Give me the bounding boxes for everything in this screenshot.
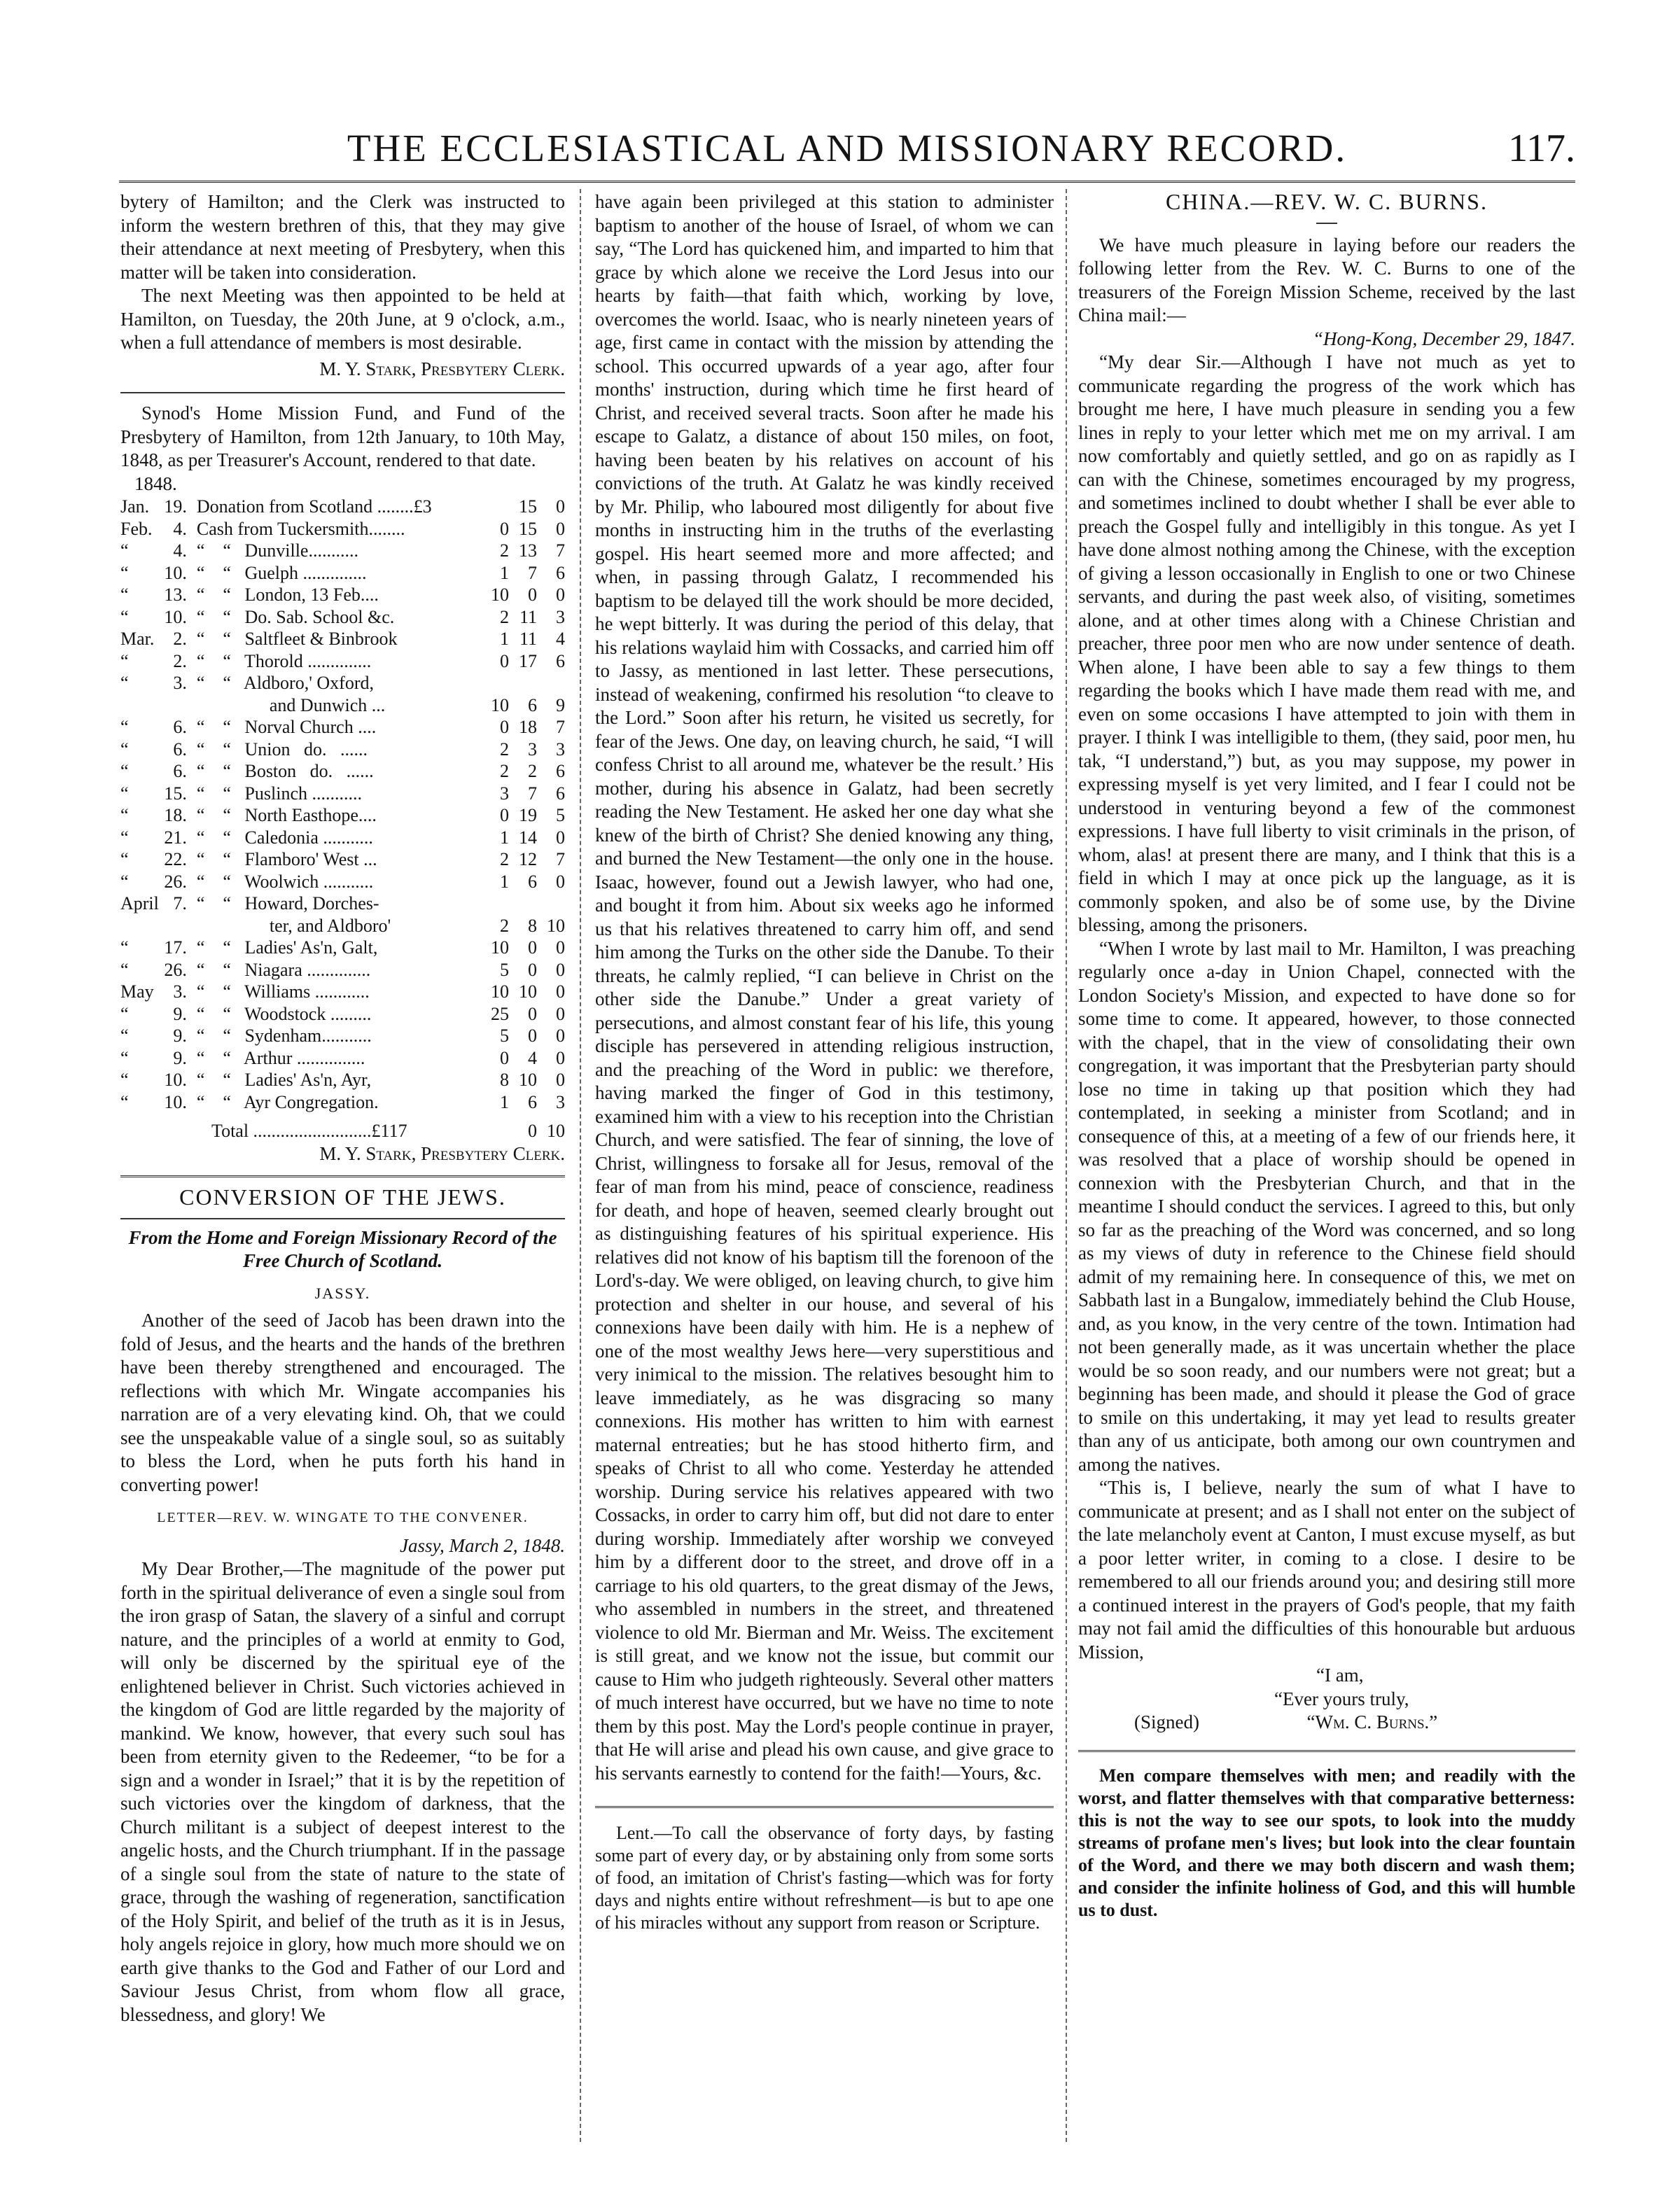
conversion-source: From the Home and Foreign Missionary Record of the Free Church of Scotland. <box>128 1226 557 1271</box>
column-divider-1 <box>580 189 581 2142</box>
account-shillings: 6 <box>528 1091 537 1112</box>
account-month: “ <box>120 761 129 781</box>
account-shillings: 10 <box>519 981 537 1002</box>
account-row <box>120 804 565 827</box>
account-pence: 10 <box>547 915 565 936</box>
account-pounds: 2 <box>500 540 509 561</box>
china-title: CHINA.—REV. W. C. BURNS. <box>1166 189 1488 214</box>
account-pence: 3 <box>556 738 565 760</box>
account-day: 2. <box>173 629 187 649</box>
presbytery-text: bytery of Hamilton; and the Clerk was instructed to inform the western brethren of this, that they may give their attendance at next meeting of Presbytery, when this matter will be taken into consideration. <box>120 191 565 283</box>
meeting-notice: The next Meeting was then appointed to be held at Hamilton, on Tuesday, the 20th June, at 9 o'clock, a.m., when a full attendance of members is most desirable. <box>120 285 565 353</box>
account-shillings: 0 <box>528 1003 537 1024</box>
account-shillings: 2 <box>528 761 537 781</box>
account-pounds: 0 <box>500 805 509 825</box>
account-row <box>120 981 565 1003</box>
account-pence: 9 <box>556 694 565 715</box>
account-shillings: 10 <box>519 1070 537 1090</box>
account-row <box>120 1091 565 1114</box>
account-pounds <box>470 496 509 518</box>
account-month: “ <box>120 1026 129 1046</box>
account-row <box>120 672 565 694</box>
account-row <box>120 1069 565 1091</box>
closing-line-2: “Ever yours truly, <box>1274 1688 1409 1709</box>
account-month: “ <box>120 871 129 892</box>
account-month: “ <box>120 783 129 804</box>
account-row <box>120 760 565 783</box>
account-shillings: 15 <box>519 518 537 539</box>
account-shillings <box>509 892 537 915</box>
account-description: “ “ London, 13 Feb.... <box>196 584 379 605</box>
account-month: April <box>120 893 159 913</box>
account-month: “ <box>120 1070 129 1090</box>
account-description: “ “ Williams ............ <box>196 981 370 1002</box>
account-description: “ “ Aldboro,' Oxford, <box>196 673 374 693</box>
account-pounds: 2 <box>500 849 509 869</box>
column-2 <box>595 190 1054 1934</box>
title-dash <box>1316 223 1337 224</box>
account-pence: 0 <box>556 871 565 892</box>
account-month <box>120 694 159 717</box>
account-month: “ <box>120 827 129 848</box>
account-year: 1848. <box>134 472 177 494</box>
header-rule <box>119 181 1575 183</box>
account-day: 9. <box>173 1047 187 1068</box>
account-shillings: 11 <box>519 606 537 627</box>
account-row <box>120 1025 565 1047</box>
burns-paragraph-2: “When I wrote by last mail to Mr. Hamilton, I was preaching regularly once a-day in Union Chapel, connected with the London Society's Mission, and expected to have done so for some time to come. It appeared, however, to those connected with the chapel, that in the view of consolidating their own congregation, it was important that the Presbyterian party should lose no time in taking up that position which they had contemplated, in seeking a minister from Scotland; and in consequence of this, at a meeting of a few of our friends here, it was resolved that a place of worship should be opened in connexion with the Presbyterian Church, and that in the meantime I should conduct the services. I agreed to this, but only so far as the preaching of the Word was concerned, and so long as my views of duty in reference to the Chinese field should admit of my remaining here. In consequence of this, we met on Sabbath last in a Bungalow, immediately behind the Club House, and, as you know, in the very centre of the town. Intimation had not been generally made, as it was uncertain whether the place would be so soon ready, and our numbers were not great; but a beginning has been made, and should it please the God of grace to smile on this undertaking, it may yet lead to results greater than any of us anticipate, both among our own countrymen and among the natives. <box>1078 937 1575 1475</box>
account-day <box>159 915 197 937</box>
account-description: “ “ Dunville........... <box>196 540 358 561</box>
account-shillings: 4 <box>528 1047 537 1068</box>
account-pounds: 1 <box>500 629 509 649</box>
account-month: “ <box>120 1047 129 1068</box>
account-shillings: 3 <box>528 738 537 760</box>
account-month: Feb. <box>120 518 153 539</box>
account-pence: 0 <box>556 1047 565 1068</box>
maxim-rule <box>1078 1750 1575 1752</box>
account-shillings: 0 <box>528 937 537 958</box>
account-day: 18. <box>164 805 187 825</box>
account-description: “ “ Guelph .............. <box>196 562 367 583</box>
burns-paragraph-3: “This is, I believe, nearly the sum of what I have to communicate at present; and as I shall not enter on the subject of the late melancholy event at Canton, I must excuse myself, as but a poor letter writer, in coming to a close. I desire to be remembered to all our friends around you; and desiring still more a continued interest in the prayers of God's people, that my faith may not fail amid the difficulties of this honourable but arduous Mission, <box>1078 1477 1575 1662</box>
account-pounds: 5 <box>500 1026 509 1046</box>
journal-title: THE ECCLESIASTICAL AND MISSIONARY RECORD. <box>347 127 1348 169</box>
account-month: “ <box>120 805 129 825</box>
account-row <box>120 959 565 981</box>
account-month: “ <box>120 606 129 627</box>
account-day: 10. <box>164 562 187 583</box>
account-description: “ “ Ayr Congregation. <box>196 1091 379 1112</box>
account-pounds: 10 <box>491 937 509 958</box>
account-pounds: 1 <box>500 1091 509 1112</box>
account-shillings: 15 <box>519 496 537 517</box>
account-day: 17. <box>164 937 187 958</box>
clerk-signature-2: M. Y. Stark, Presbytery Clerk. <box>319 1142 565 1164</box>
account-description: “ “ Norval Church .... <box>196 717 377 737</box>
account-pounds: 8 <box>500 1070 509 1090</box>
account-day: 9. <box>173 1026 187 1046</box>
account-month: “ <box>120 849 129 869</box>
account-day: 10. <box>164 1070 187 1090</box>
account-description: “ “ Boston do. ...... <box>196 761 374 781</box>
total-shillings: 0 <box>528 1121 537 1141</box>
column-3 <box>1078 190 1575 1921</box>
account-day: 19. <box>164 496 187 517</box>
account-day: 13. <box>164 584 187 605</box>
account-row <box>120 937 565 959</box>
account-description: and Dunwich ... <box>196 694 386 715</box>
account-pounds: 0 <box>500 518 509 539</box>
account-month: “ <box>120 1091 129 1112</box>
account-description: “ “ Thorold .............. <box>196 650 372 671</box>
account-total <box>120 1120 565 1142</box>
conversion-title: CONVERSION OF THE JEWS. <box>179 1184 506 1210</box>
account-day: 3. <box>173 981 187 1002</box>
account-day <box>159 694 197 717</box>
account-month: “ <box>120 562 129 583</box>
account-pence <box>537 672 565 694</box>
account-pounds: 2 <box>500 915 509 936</box>
account-month: “ <box>120 738 129 760</box>
account-day: 3. <box>173 673 187 693</box>
account-description: “ “ Sydenham........... <box>196 1026 372 1046</box>
account-shillings: 7 <box>528 562 537 583</box>
account-shillings: 8 <box>528 915 537 936</box>
section-rule <box>120 392 565 393</box>
jassy-paragraph: Another of the seed of Jacob has been drawn into the fold of Jesus, and the hearts and the hands of the brethren have been thereby strengthened and encouraged. The reflections with which Mr. Wingate accompanies his narration are of a very elevating kind. Oh, that we could see the unspeakable value of a single soul, so as suitably to bless the Lord, when he puts forth his hand in converting power! <box>120 1310 565 1495</box>
account-row <box>120 892 565 915</box>
lent-paragraph: Lent.—To call the observance of forty days, by fasting some part of every day, or by abstaining only from some sorts of food, an imitation of Christ's fasting—which was for forty days and nights entire without refreshment—is but to ape one of his miracles without any support from reason or Scripture. <box>595 1823 1054 1933</box>
account-pence: 4 <box>556 629 565 649</box>
account-pounds: 1 <box>500 871 509 892</box>
account-pounds: 25 <box>491 1003 509 1024</box>
account-table <box>120 496 565 1113</box>
account-pence: 0 <box>556 518 565 539</box>
account-month: “ <box>120 650 129 671</box>
section-rule-3 <box>120 1218 565 1219</box>
account-pounds: 3 <box>500 783 509 804</box>
account-description: “ “ Ladies' As'n, Galt, <box>196 937 378 958</box>
account-description: Cash from Tuckersmith........ <box>196 518 405 539</box>
account-shillings: 18 <box>519 717 537 737</box>
account-pence: 6 <box>556 783 565 804</box>
letter-heading: LETTER—REV. W. WINGATE TO THE CONVENER. <box>157 1510 529 1525</box>
account-pounds: 0 <box>500 1047 509 1068</box>
baptism-narrative: have again been privileged at this station to administer baptism to another of the house of Israel, of whom we can say, “The Lord has quickened him, and imparted to him that grace by which alone we receive the Lord Jesus into our hearts by faith—that faith which, working by love, overcomes the world. Isaac, who is nearly nineteen years of age, first came in contact with the mission by attending the school. This occurred upwards of a year ago, after four months' instruction, during which time he first heard of Christ, and received several tracts. Soon after he made his escape to Galatz, a distance of about 150 miles, on foot, having been beaten by his relatives on account of his convictions of the truth. At Galatz he was kindly received by Mr. Philip, who laboured most diligently for about five months in instructing him in the truths of the everlasting gospel. His heart seemed more and more affected; and when, in passing through Galatz, I recommended his baptism to be delayed till the work should be more decided, he wept bitterly. It was during the period of this delay, that his relations waylaid him with Cossacks, and carried him off to Jassy, as mentioned in last letter. These persecutions, instead of weakening, confirmed his resolution “to cleave to the Lord.” Soon after his return, he visited us secretly, for fear of the Jews. One day, on leaving church, he said, “I will confess Christ to all around me, whatever be the result.’ His mother, during his absence in Galatz, had been secretly reading the New Testament. He asked her one day what she knew of the birth of Christ? She denied knowing any thing, and burned the New Testament—the only one in the house. Isaac, however, found out a Jewish lawyer, who had one, and bought it from him. About six weeks ago he informed us that his relatives threatened to carry him off, and send him among the Turks on the other side the Danube. To their threats, he calmly replied, “I can believe in Christ on the other side the Danube.” Under a great variety of persecutions, and almost constant fear of his life, this young disciple has persevered in attending religious instruction, and the preaching of the Word in public: we therefore, having marked the finger of God in this testimony, examined him with a view to his reception into the Christian Church, and were satisfied. The fear of sinning, the love of Christ, willingness to forsake all for Jesus, removal of the fear of man from his mind, peace of conscience, readiness for death, and hope of heaven, seemed clearly brought out as distinguishing features of his spiritual experience. His relatives did not know of his baptism till the forenoon of the Lord's-day. We were obliged, on leaving church, to give him protection and shelter in our house, and several of his connexions have been daily with him. He is a nephew of one of the most wealthy Jews here—very superstitious and very inimical to the mission. The relatives besought him to leave immediately, as he was disgracing so many connexions. His mother has written to him with earnest maternal entreaties; but he has stood hitherto firm, and speaks of Christ to all who come. Yesterday he attended worship. During service his relatives appeared with two Cossacks, in order to carry him off, but did not dare to enter during worship. Immediately after worship we conveyed him by a different door to the street, and drove off in a carriage to his old quarters, to the great dismay of the Jews, who assembled in numbers in the street, and threatened violence to old Mr. Bierman and Mr. Weiss. The excitement is still great, and we know not the issue, but commit our cause to Him who judgeth righteously. Several other matters of much interest have occurred, but we have no time to note them by this post. May the Lord's people continue in prayer, that He will arise and plead his own cause, and give grace to his servants earnestly to contend for the faith!—Yours, &c. <box>595 191 1054 1784</box>
account-pounds: 0 <box>500 650 509 671</box>
account-day: 9. <box>173 1003 187 1024</box>
account-day: 10. <box>164 1091 187 1112</box>
account-day: 26. <box>164 871 187 892</box>
account-shillings: 0 <box>528 1026 537 1046</box>
account-row <box>120 848 565 871</box>
account-row <box>120 694 565 717</box>
account-pounds <box>470 672 509 694</box>
account-pence: 0 <box>556 981 565 1002</box>
account-month: Jan. <box>120 496 150 517</box>
account-row <box>120 827 565 849</box>
account-row <box>120 628 565 650</box>
account-row <box>120 1003 565 1026</box>
account-pounds: 10 <box>491 981 509 1002</box>
account-pounds: 1 <box>500 827 509 848</box>
account-pence: 7 <box>556 849 565 869</box>
clerk-signature: M. Y. Stark, Presbytery Clerk. <box>319 358 565 379</box>
column-1 <box>120 190 565 2026</box>
account-day: 10. <box>164 606 187 627</box>
account-shillings: 0 <box>528 959 537 980</box>
china-intro: We have much pleasure in laying before our readers the following letter from the Rev. W. C. Burns to one of the treasurers of the Foreign Mission Scheme, received by the last China mail:— <box>1078 234 1575 326</box>
account-pence: 6 <box>556 650 565 671</box>
account-shillings: 7 <box>528 783 537 804</box>
account-description: ter, and Aldboro' <box>196 915 391 936</box>
account-row <box>120 871 565 893</box>
account-day: 4. <box>173 518 187 539</box>
account-day: 6. <box>173 738 187 760</box>
account-pence: 0 <box>556 496 565 517</box>
account-description: “ “ Flamboro' West ... <box>196 849 377 869</box>
account-pence: 7 <box>556 717 565 737</box>
account-day: 4. <box>173 540 187 561</box>
account-pounds: 1 <box>500 562 509 583</box>
account-shillings <box>509 672 537 694</box>
account-shillings: 6 <box>528 694 537 715</box>
account-shillings: 11 <box>519 629 537 649</box>
account-pence: 3 <box>556 606 565 627</box>
account-month: “ <box>120 1003 129 1024</box>
account-shillings: 12 <box>519 849 537 869</box>
account-month: “ <box>120 959 129 980</box>
closing-line-1: “I am, <box>1316 1665 1364 1686</box>
account-pounds: 2 <box>500 761 509 781</box>
account-month: “ <box>120 584 129 605</box>
account-pence: 6 <box>556 761 565 781</box>
account-day: 2. <box>173 650 187 671</box>
account-pence: 7 <box>556 540 565 561</box>
account-pence <box>537 892 565 915</box>
account-description: “ “ Union do. ...... <box>196 738 368 760</box>
account-shillings: 13 <box>519 540 537 561</box>
account-row <box>120 518 565 540</box>
total-pence: 10 <box>547 1121 565 1141</box>
account-pence: 0 <box>556 584 565 605</box>
section-rule-2 <box>120 1175 565 1177</box>
account-pounds: 2 <box>500 738 509 760</box>
burns-paragraph-1: “My dear Sir.—Although I have not much as yet to communicate regarding the progress of the work which has brought me here, I have much pleasure in sending you a few lines in reply to your letter which met me on my arrival. I am now comfortably and quietly settled, and go on as rapidly as I can with the Chinese, sometimes encouraged by my progress, and sometimes inclined to doubt whether I shall be ever able to preach the Gospel fully and intelligibly in this tongue. As yet I have done almost nothing among the Chinese, with the exception of giving a lesson occasionally in English to one or two Chinese servants, and during the past week also, of visiting, sometimes alone, and at other times along with a Chinese Christian and preacher, three poor men who are now under sentence of death. When alone, I have been able to say a few things to them regarding the books which I have made them read with me, and even on some occasions I have attempted to join with them in prayer. I think I was intelligible to them, (they said, poor men, hu tak, “I understand,”) but, as you may suppose, my power in expressing myself is yet very limited, and I fear I could not be understood in venturing beyond a few of the commonest expressions. I have full liberty to visit criminals in the prison, of whom, alas! at present there are many, and I think that this is a field in which I may at once pick up the language, as it is commonly spoken, and also be of some use, by the Divine blessing, among the prisoners. <box>1078 351 1575 935</box>
account-pounds <box>470 892 509 915</box>
letter-paragraph: My Dear Brother,—The magnitude of the power put forth in the spiritual deliverance of even a single soul from the iron grasp of Satan, the slavery of a sinful and corrupt nature, and the principles of a world at enmity to God, will only be discerned by the spiritual eye of the enlightened believer in Christ. Such victories achieved in the kingdom of God are little regarded by the majority of mankind. We know, however, that every such soul has been from eternity given to the Redeemer, “to be for a sign and a wonder in Israel;” that it is by the repetition of such victories over the kingdom of darkness, that the Church militant is a subject of deepest interest to the angelic hosts, and the Church triumphant. If in the passage of a single soul from the state of nature to the state of grace, through the washing of regeneration, sanctification of the Holy Spirit, and belief of the truth as it is in Jesus, holy angels rejoice in glory, how much more should we on earth give thanks to the God and Father of our Lord and Saviour Jesus Christ, from whom flow all grace, blessedness, and glory! We <box>120 1558 565 2025</box>
account-pence: 5 <box>556 805 565 825</box>
account-pence: 3 <box>556 1091 565 1112</box>
account-description: “ “ Puslinch ........... <box>196 783 363 804</box>
account-row <box>120 650 565 673</box>
account-description: “ “ Ladies' As'n, Ayr, <box>196 1070 372 1090</box>
signature-line <box>1078 1711 1575 1735</box>
china-dateline: “Hong-Kong, December 29, 1847. <box>1313 328 1575 349</box>
burns-signature: “Wm. C. Burns.” <box>1306 1712 1438 1732</box>
account-description: “ “ Woolwich ........... <box>196 871 374 892</box>
jassy-heading: JASSY. <box>314 1284 371 1302</box>
column-divider-2 <box>1066 189 1067 2142</box>
account-day: 22. <box>164 849 187 869</box>
account-shillings: 0 <box>528 584 537 605</box>
account-pounds: 0 <box>500 717 509 737</box>
account-pounds: 5 <box>500 959 509 980</box>
account-pence: 0 <box>556 1070 565 1090</box>
lent-rule <box>595 1806 1054 1808</box>
account-row <box>120 584 565 606</box>
account-pence: 0 <box>556 959 565 980</box>
account-description: “ “ Howard, Dorches- <box>196 893 379 913</box>
account-row <box>120 496 565 518</box>
account-row <box>120 562 565 584</box>
maxim-paragraph: Men compare themselves with men; and readily with the worst, and flatter themselves with that comparative betterness: this is not the way to see our spots, to look into the muddy streams of profane men's lives; but look into the clear fountain of the Word, and there we may both discern and wash them; and consider the infinite holiness of God, and this will humble us to dust. <box>1078 1765 1575 1920</box>
account-description: “ “ Saltfleet & Binbrook <box>196 629 398 649</box>
account-shillings: 14 <box>519 827 537 848</box>
account-month: “ <box>120 673 129 693</box>
page-header <box>119 126 1575 189</box>
account-pence: 0 <box>556 827 565 848</box>
account-month: May <box>120 981 154 1002</box>
account-pounds: 10 <box>491 584 509 605</box>
account-pence: 0 <box>556 937 565 958</box>
account-pounds: 10 <box>491 694 509 715</box>
account-description: “ “ Do. Sab. School &c. <box>196 606 395 627</box>
account-month <box>120 915 159 937</box>
account-description: “ “ North Easthope.... <box>196 805 377 825</box>
account-row <box>120 606 565 629</box>
account-row <box>120 716 565 738</box>
account-pounds: 2 <box>500 606 509 627</box>
account-day: 7. <box>173 893 187 913</box>
account-description: “ “ Woodstock ......... <box>196 1003 372 1024</box>
account-row <box>120 783 565 805</box>
account-description: “ “ Niagara .............. <box>196 959 371 980</box>
account-day: 6. <box>173 761 187 781</box>
account-row <box>120 1047 565 1070</box>
account-day: 15. <box>164 783 187 804</box>
account-description: Donation from Scotland ........£3 <box>196 496 432 517</box>
page-number: 117. <box>1508 127 1575 170</box>
account-shillings: 6 <box>528 871 537 892</box>
account-pence: 0 <box>556 1026 565 1046</box>
account-row <box>120 540 565 562</box>
fund-intro: Synod's Home Mission Fund, and Fund of the Presbytery of Hamilton, from 12th January, to 10th May, 1848, as per Treasurer's Account, rendered to that date. <box>120 402 565 470</box>
account-month: “ <box>120 540 129 561</box>
account-shillings: 19 <box>519 805 537 825</box>
account-month: “ <box>120 937 129 958</box>
account-description: “ “ Arthur ............... <box>196 1047 365 1068</box>
account-shillings: 17 <box>519 650 537 671</box>
account-month: “ <box>120 717 129 737</box>
account-row <box>120 915 565 937</box>
letter-dateline: Jassy, March 2, 1848. <box>400 1534 565 1556</box>
account-day: 6. <box>173 717 187 737</box>
account-row <box>120 738 565 761</box>
account-pence: 6 <box>556 562 565 583</box>
account-description: “ “ Caledonia ........... <box>196 827 373 848</box>
signed-label: (Signed) <box>1134 1712 1199 1732</box>
account-month: Mar. <box>120 629 155 649</box>
account-day: 21. <box>164 827 187 848</box>
account-pence: 0 <box>556 1003 565 1024</box>
total-label: Total ..........................£117 <box>211 1121 407 1141</box>
account-day: 26. <box>164 959 187 980</box>
